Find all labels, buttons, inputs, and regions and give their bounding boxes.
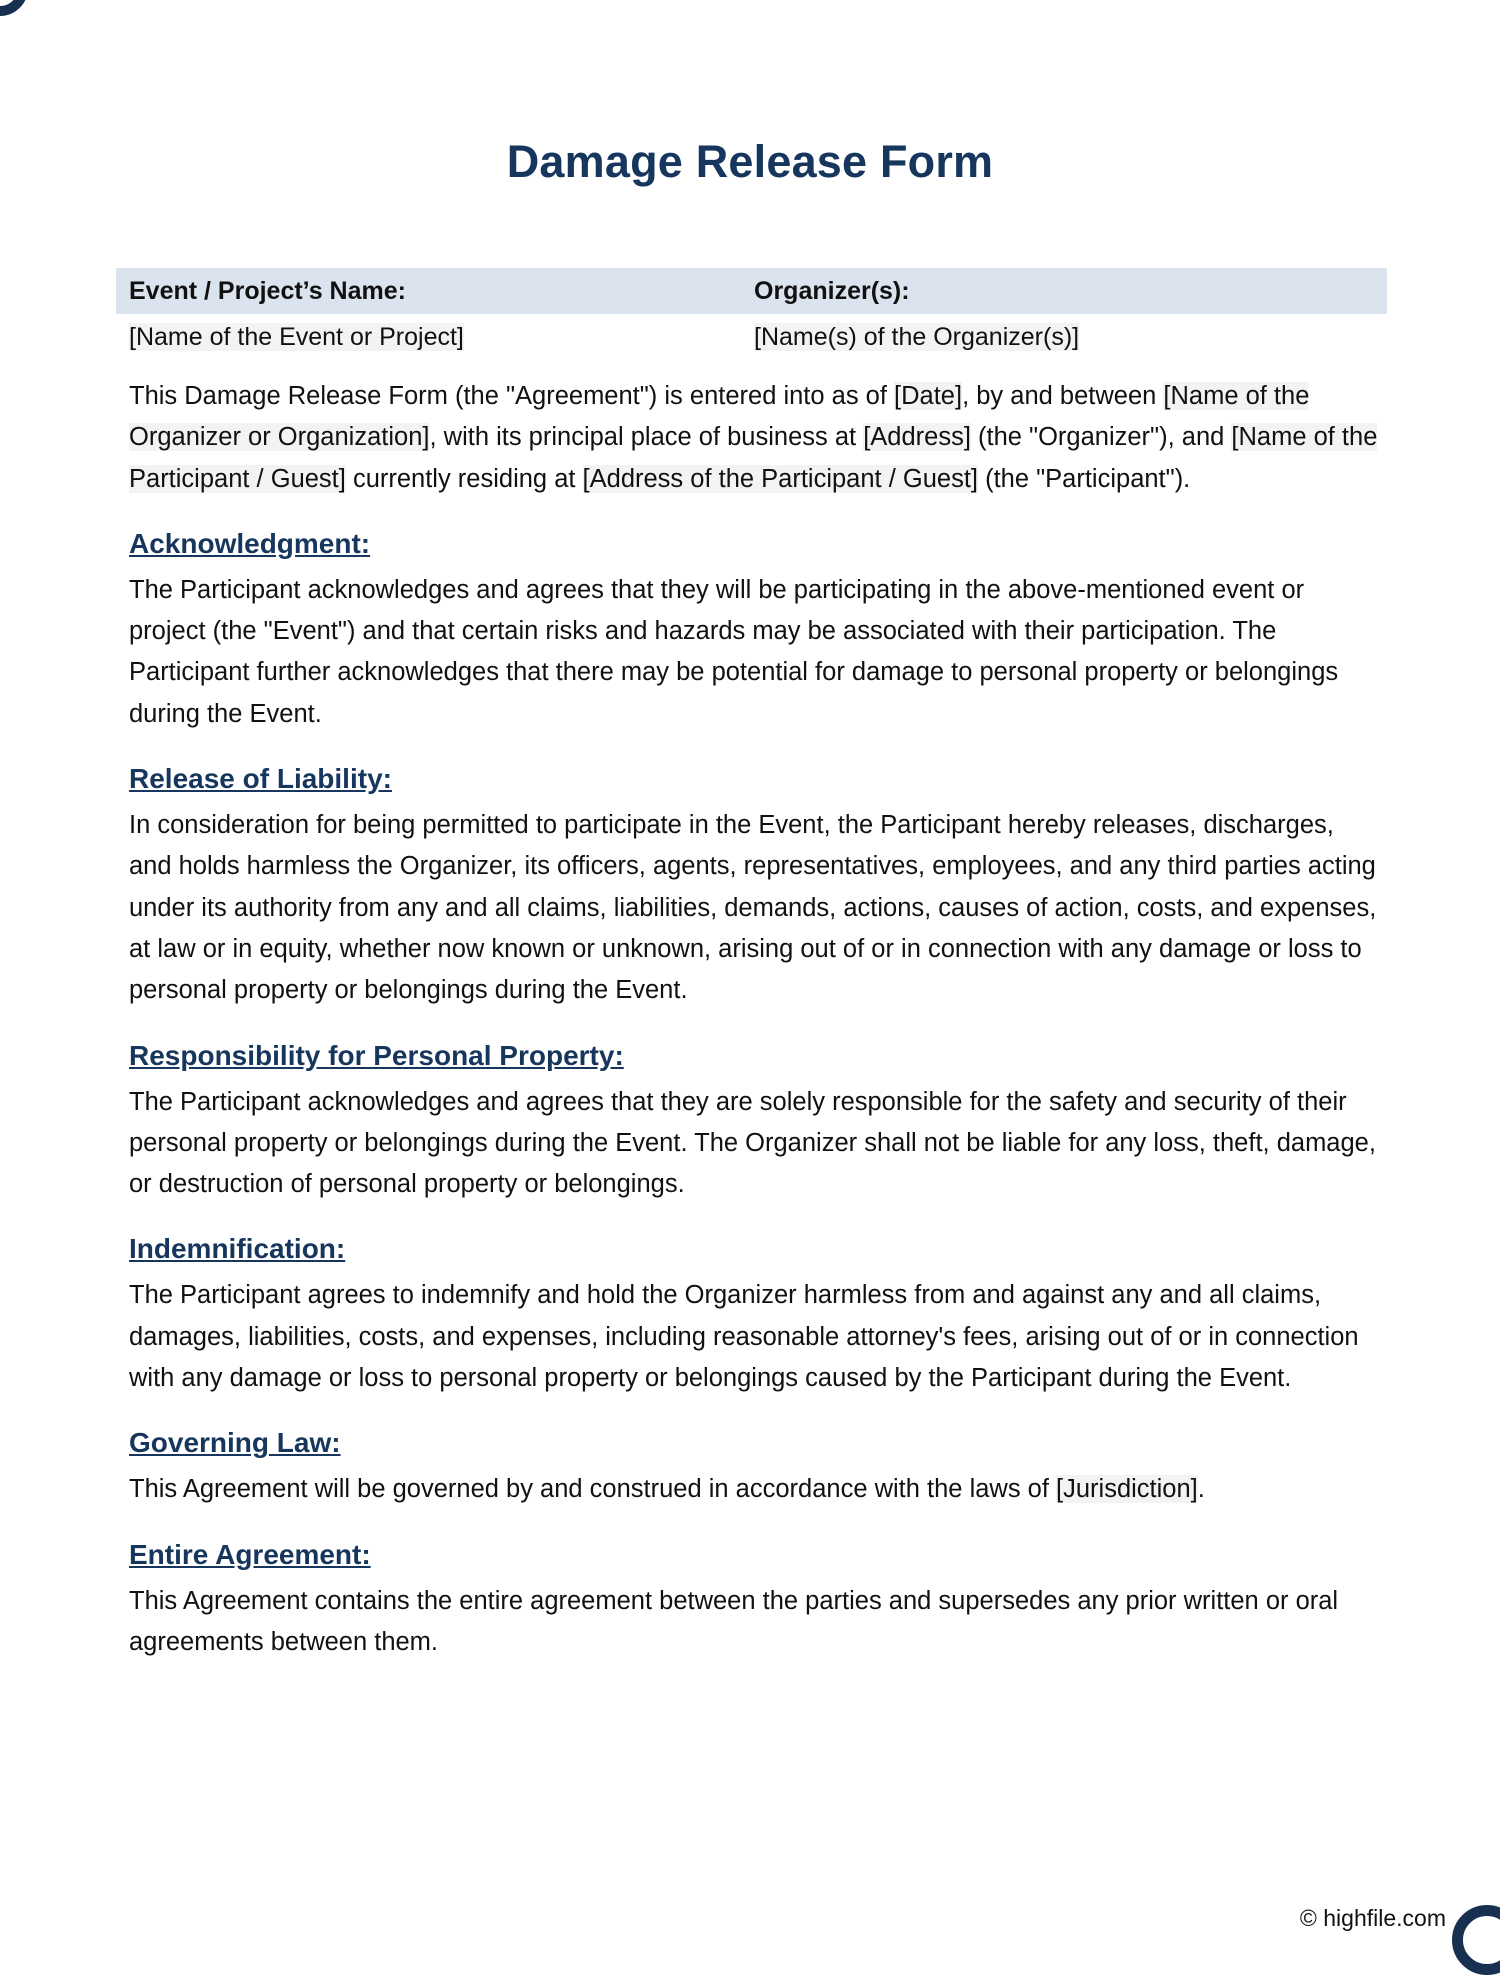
- governing-law-text: This Agreement will be governed by and construed in accordance with the laws of: [129, 1475, 1057, 1504]
- event-name-header: Event / Project’s Name:: [129, 276, 406, 305]
- organizers-placeholder: [Name(s) of the Organizer(s)]: [754, 322, 1080, 351]
- organizers-header: Organizer(s):: [754, 276, 910, 305]
- intro-text: (the "Participant").: [978, 464, 1191, 493]
- participant-address-placeholder: [Address of the Participant / Guest]: [582, 464, 978, 493]
- intro-text: This Damage Release Form (the "Agreement") is entered into as of: [129, 382, 895, 410]
- release-of-liability-body: In consideration for being permitted to participate in the Event, the Participant hereby releases, discharges, and holds harmless the Organizer, its officers, agents, representatives, employees, and any third parties acting under its authority from any and all claims, liabilities, demands, actions, causes of action, costs, and expenses, at law or in equity, whether now known or unknown, arising out of or in connection with any damage or loss to personal property or belongings during the Event.: [129, 811, 1377, 1005]
- organizers-value: [754, 323, 1387, 352]
- info-table-value-row: [116, 314, 1387, 360]
- acknowledgment-body: The Participant acknowledges and agrees that they will be participating in the above-mentioned event or project (the "Event") and that certain risks and hazards may be associated with their participation. The Participant further acknowledges that there may be potential for damage to personal property or belongings during the Event.: [129, 575, 1339, 728]
- entire-agreement-body: This Agreement contains the entire agreement between the parties and supersedes any prior written or oral agreements between them.: [129, 1586, 1339, 1656]
- page-title: Damage Release Form: [506, 136, 994, 187]
- event-info-table: [116, 268, 1387, 360]
- acknowledgment-heading: Acknowledgment:: [129, 527, 371, 559]
- participant-placeholder: [Name of the Participant / Guest]: [129, 423, 1378, 493]
- address-placeholder: [Address]: [863, 423, 971, 452]
- date-placeholder: [Date]: [894, 382, 963, 410]
- jurisdiction-placeholder: [Jurisdiction]: [1056, 1475, 1198, 1504]
- release-of-liability-heading: Release of Liability:: [129, 763, 392, 795]
- personal-property-heading: Responsibility for Personal Property:: [129, 1039, 624, 1071]
- corner-logo-mark-top: [0, 0, 28, 16]
- event-name-placeholder: [Name of the Event or Project]: [129, 322, 464, 351]
- governing-law-heading: Governing Law:: [129, 1427, 341, 1459]
- intro-text: , by and between: [962, 382, 1164, 410]
- intro-text: currently residing at: [345, 464, 583, 493]
- event-name-value: [116, 323, 754, 352]
- governing-law-body: [129, 1469, 1379, 1510]
- info-table-header-row: [116, 268, 1387, 314]
- entire-agreement-heading: Entire Agreement:: [129, 1538, 371, 1570]
- governing-law-text: .: [1197, 1475, 1205, 1504]
- indemnification-heading: Indemnification:: [129, 1233, 346, 1265]
- corner-logo-mark-bottom: [1452, 1905, 1500, 1975]
- copyright-footer: © highfile.com: [1299, 1905, 1446, 1931]
- intro-text: , with its principal place of business at: [429, 423, 864, 452]
- organizer-placeholder: [Name of the Organizer or Organization]: [129, 382, 1310, 452]
- indemnification-body: The Participant agrees to indemnify and hold the Organizer harmless from and against any and all claims, damages, liabilities, costs, and expenses, including reasonable attorney's fees, arising out of or in connection with any damage or loss to personal property or belongings caused by the Participant during the Event.: [129, 1281, 1359, 1393]
- intro-text: (the "Organizer"), and: [970, 423, 1232, 452]
- intro-paragraph: [129, 376, 1379, 500]
- personal-property-body: The Participant acknowledges and agrees that they are solely responsible for the safety and security of their personal property or belongings during the Event. The Organizer shall not be liable for any loss, theft, damage, or destruction of personal property or belongings.: [129, 1087, 1376, 1199]
- document-body: [129, 376, 1379, 1685]
